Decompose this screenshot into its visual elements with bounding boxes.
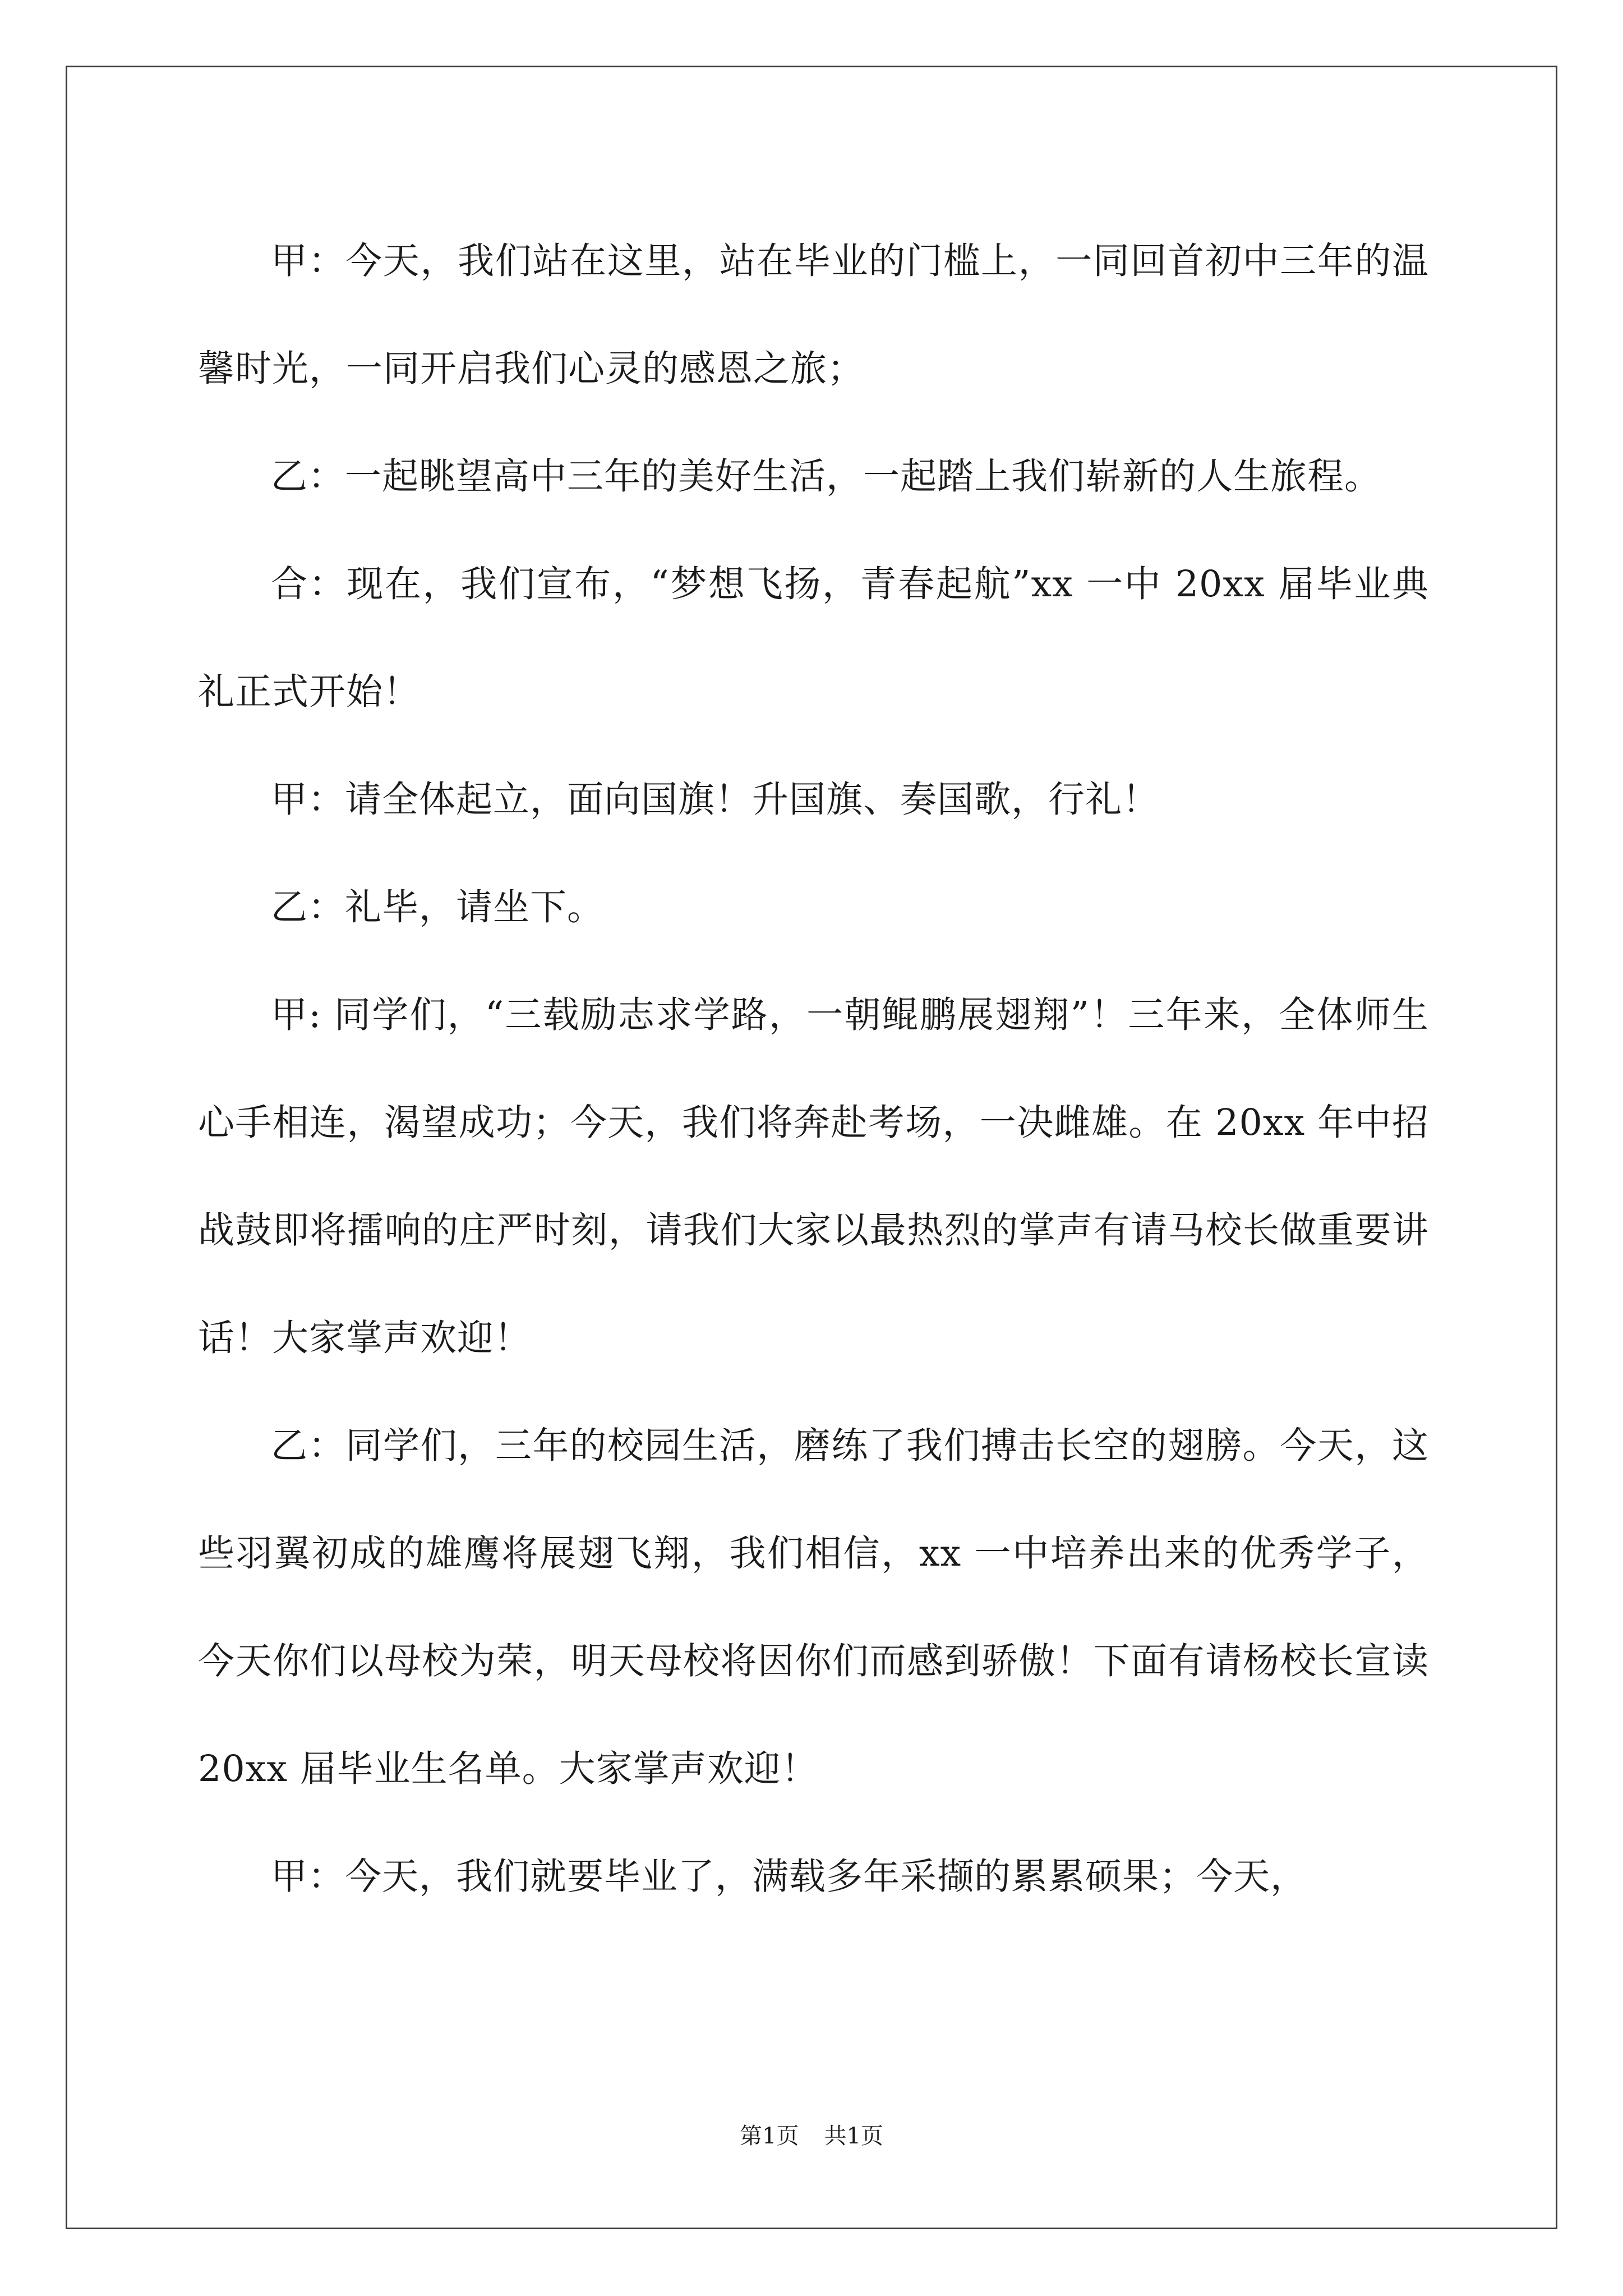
document-body (198, 208, 1429, 1931)
page-number: 第1页 (740, 2123, 799, 2149)
paragraph: 甲：今天，我们就要毕业了，满载多年采撷的累累硕果；今天， (271, 1856, 1308, 1898)
paragraph: 甲：请全体起立，面向国旗！升国旗、奏国歌，行礼！ (271, 779, 1160, 821)
paragraph: 甲: 同学们，“三载励志求学路，一朝鲲鹏展翅翔”！三年来，全体师生心手相连，渴望成功；今天，我们将奔赴考场，一决雌雄。在 20xx 年中招战鼓即将擂响的庄严时刻，请我们大家以最热烈的掌声有请马校长做重要讲话！大家掌声欢迎！ (198, 994, 1429, 1359)
paragraph: 乙：礼毕，请坐下。 (271, 886, 605, 928)
paragraph: 合：现在，我们宣布，“梦想飞扬，青春起航”xx 一中 20xx 届毕业典礼正式开始！ (198, 563, 1429, 713)
paragraph: 乙：一起眺望高中三年的美好生活，一起踏上我们崭新的人生旅程。 (271, 455, 1382, 498)
page-footer (0, 2119, 1623, 2153)
page-total: 共1页 (824, 2123, 883, 2149)
paragraph: 甲：今天，我们站在这里，站在毕业的门槛上，一同回首初中三年的温馨时光，一同开启我们心灵的感恩之旅； (198, 240, 1429, 390)
paragraph: 乙：同学们，三年的校园生活，磨练了我们搏击长空的翅膀。今天，这些羽翼初成的雄鹰将展翅飞翔，我们相信，xx 一中培养出来的优秀学子，今天你们以母校为荣，明天母校将因你们而感到骄傲！下面有请杨校长宣读 20xx 届毕业生名单。大家掌声欢迎！ (198, 1425, 1429, 1790)
